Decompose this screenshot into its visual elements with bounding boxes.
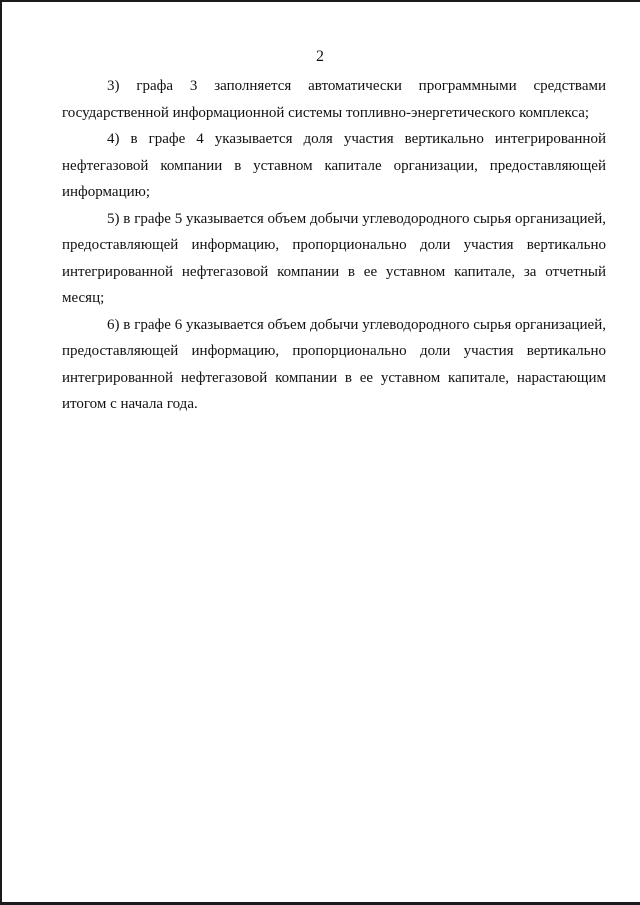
paragraph-item-4: 4) в графе 4 указывается доля участия вертикально интегрированной нефтегазовой компании в уставном капитале организации, предоставляющей информацию; xyxy=(62,131,606,200)
document-body xyxy=(62,73,606,418)
page-number: 2 xyxy=(316,48,324,65)
paragraph-item-3: 3) графа 3 заполняется автоматически программными средствами государственной информационной системы топливно-энергетического комплекса; xyxy=(62,78,606,121)
paragraph-item-5: 5) в графе 5 указывается объем добычи углеводородного сырья организацией, предоставляющей информацию, пропорционально доли участия вертикально интегрированной нефтегазовой компании в ее уставном капитале, за отчетный месяц; xyxy=(62,210,606,306)
paragraph-item-6: 6) в графе 6 указывается объем добычи углеводородного сырья организацией, предоставляющей информацию, пропорционально доли участия вертикально интегрированной нефтегазовой компании в ее уставном капитале, нарастающим итогом с начала года. xyxy=(62,316,606,412)
